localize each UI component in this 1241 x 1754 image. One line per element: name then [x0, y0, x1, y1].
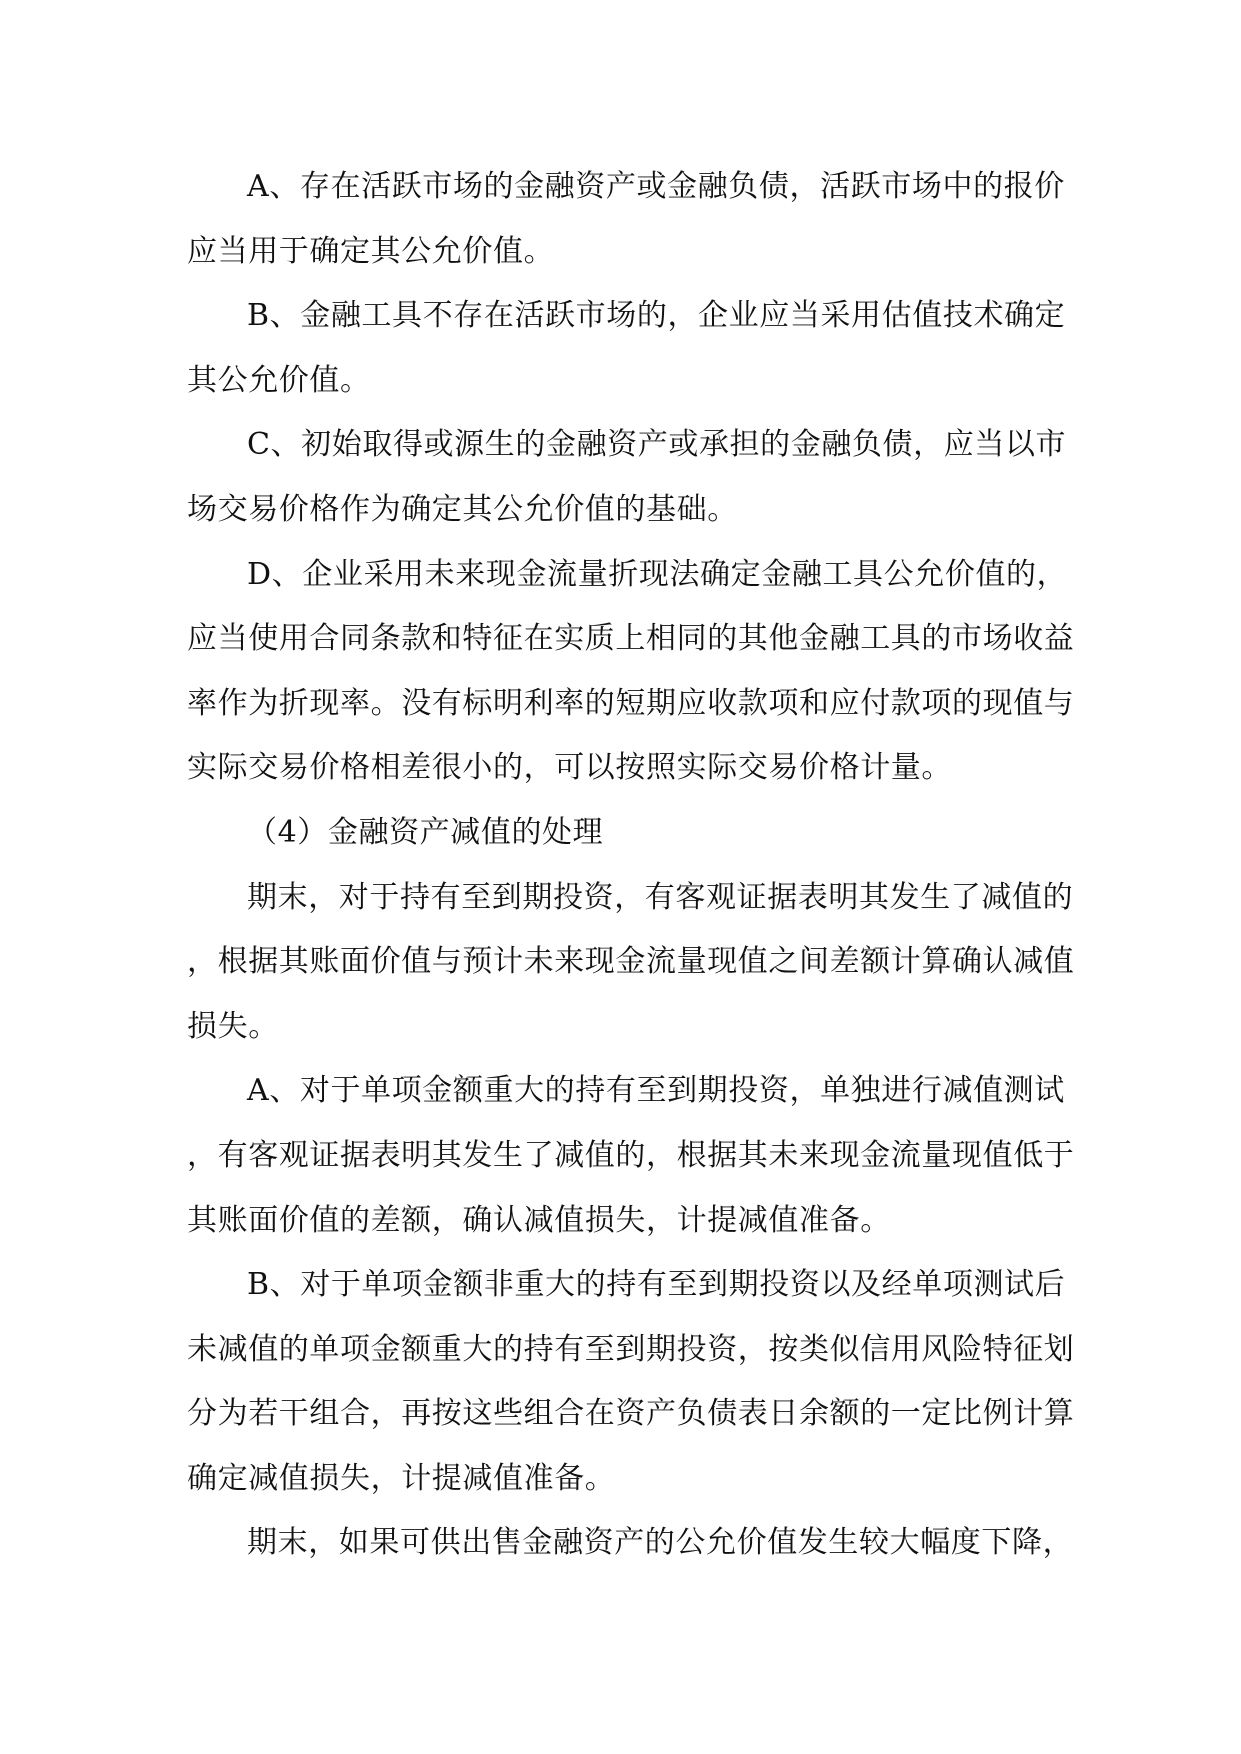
paragraph-impairment-b-line-4: 确定减值损失，计提减值准备。	[187, 1460, 616, 1496]
paragraph-impairment-b-line-1: B、对于单项金额非重大的持有至到期投资以及经单项测试后	[247, 1267, 1066, 1303]
section-heading: （4）金融资产减值的处理	[247, 814, 604, 850]
paragraph-impairment-a-line-3: 其账面价值的差额，确认减值损失，计提减值准备。	[187, 1202, 891, 1238]
paragraph-impairment-a-line-2: ，有客观证据表明其发生了减值的，根据其未来现金流量现值低于	[187, 1137, 1075, 1173]
paragraph-period-end-line-1: 期末，对于持有至到期投资，有客观证据表明其发生了减值的	[247, 879, 1074, 915]
paragraph-period-end-line-3: 损失。	[187, 1008, 279, 1044]
paragraph-a-line-2: 应当用于确定其公允价值。	[187, 233, 555, 269]
paragraph-impairment-b-line-2: 未减值的单项金额重大的持有至到期投资，按类似信用风险特征划	[187, 1331, 1075, 1367]
paragraph-d-line-2: 应当使用合同条款和特征在实质上相同的其他金融工具的市场收益	[187, 621, 1075, 657]
paragraph-b-line-1: B、金融工具不存在活跃市场的，企业应当采用估值技术确定	[247, 298, 1066, 334]
paragraph-impairment-b-line-3: 分为若干组合，再按这些组合在资产负债表日余额的一定比例计算	[187, 1396, 1075, 1432]
paragraph-d-line-1: D、企业采用未来现金流量折现法确定金融工具公允价值的，	[247, 556, 1068, 592]
paragraph-d-line-4: 实际交易价格相差很小的，可以按照实际交易价格计量。	[187, 750, 952, 786]
paragraph-c-line-2: 场交易价格作为确定其公允价值的基础。	[187, 491, 738, 527]
paragraph-available-for-sale-line-1: 期末，如果可供出售金融资产的公允价值发生较大幅度下降，	[247, 1525, 1074, 1561]
paragraph-d-line-3: 率作为折现率。没有标明利率的短期应收款项和应付款项的现值与	[187, 685, 1075, 721]
paragraph-a-line-1: A、存在活跃市场的金融资产或金融负债，活跃市场中的报价	[247, 169, 1065, 204]
paragraph-b-line-2: 其公允价值。	[187, 362, 371, 398]
document-body	[187, 155, 1075, 1576]
paragraph-c-line-1: C、初始取得或源生的金融资产或承担的金融负债，应当以市	[247, 427, 1067, 463]
paragraph-impairment-a-line-1: A、对于单项金额重大的持有至到期投资，单独进行减值测试	[247, 1073, 1065, 1109]
paragraph-period-end-line-2: ，根据其账面价值与预计未来现金流量现值之间差额计算确认减值	[187, 944, 1075, 980]
